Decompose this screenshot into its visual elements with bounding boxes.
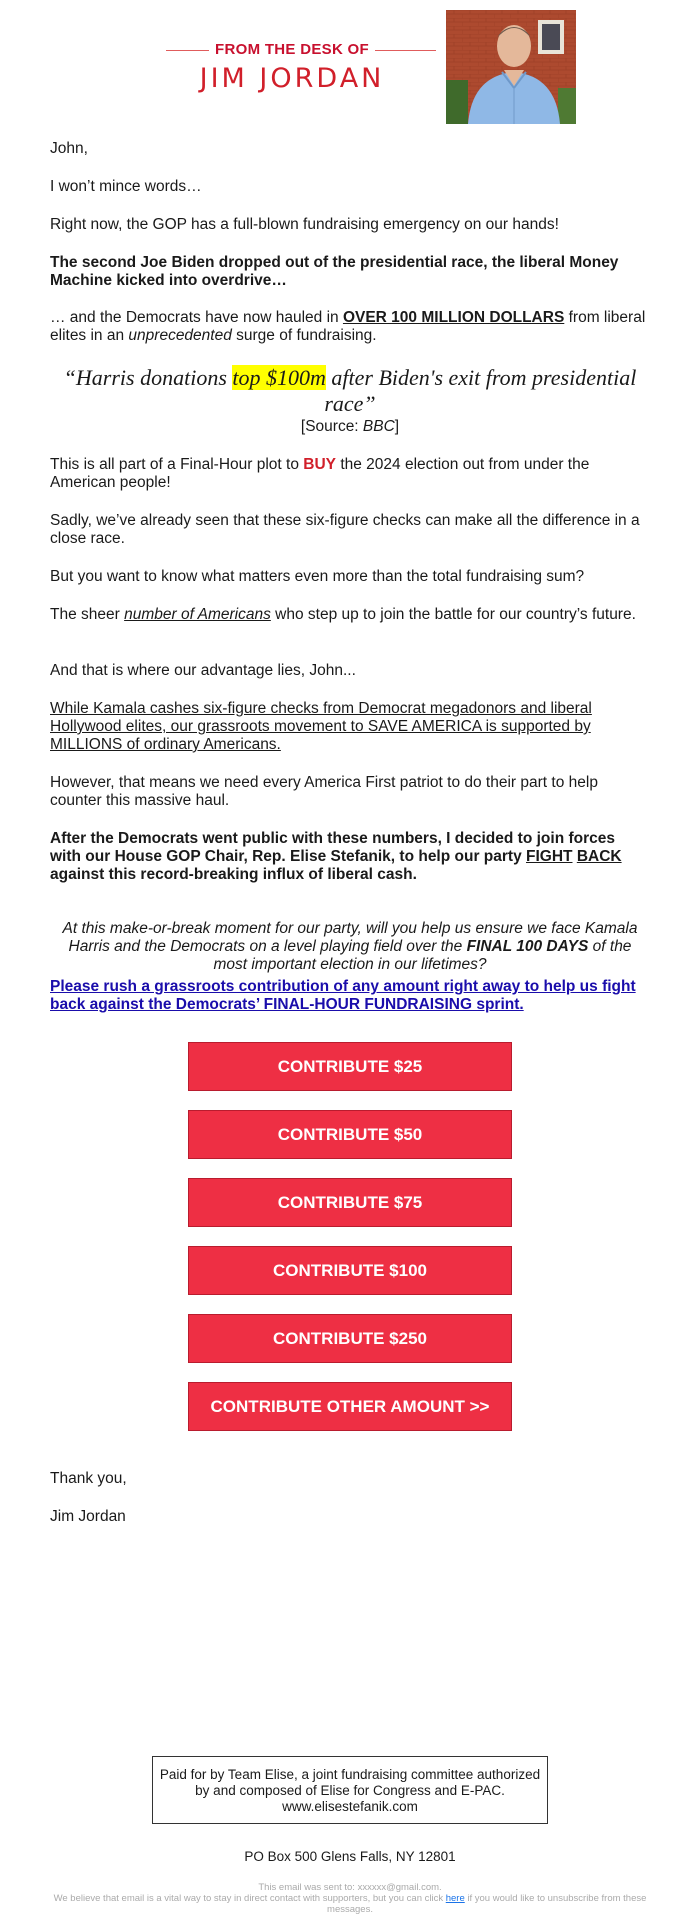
paragraph-americans [50, 606, 650, 624]
contribute-other-button[interactable]: CONTRIBUTE OTHER AMOUNT >> [188, 1382, 512, 1431]
unsubscribe-link[interactable]: here [445, 1893, 465, 1904]
contribute-75-button[interactable]: CONTRIBUTE $75 [188, 1178, 512, 1227]
sent-to-notice: This email was sent to: xxxxxx@gmail.com. [258, 1882, 442, 1893]
quote-text-a: “Harris donations [63, 365, 233, 390]
unsubscribe-notice [48, 1893, 652, 1915]
join-fight: FIGHT [526, 848, 573, 865]
paragraph-biden-dropout: The second Joe Biden dropped out of the presidential race, the liberal Money Machine kicked into overdrive… [50, 254, 619, 289]
mailing-address: PO Box 500 Glens Falls, NY 12801 [244, 1849, 456, 1864]
contribute-100-button[interactable]: CONTRIBUTE $100 [188, 1246, 512, 1295]
contribution-link[interactable]: Please rush a grassroots contribution of any amount right away to help us fight back against the Democrats’ FINAL-HOUR FUNDRAISING sprint. [50, 978, 636, 1013]
paragraph-counter: However, that means we need every America First patriot to do their part to help counter this massive haul. [50, 774, 598, 809]
plot-text-c: the 2024 election out from under the American people! [50, 456, 590, 491]
final-text-a: At this make-or-break moment for our party, will you help us ensure we face Kamala Harris and the Democrats on a level playing field over the [62, 919, 638, 955]
paragraph-intro: I won’t mince words… [50, 178, 202, 195]
plot-buy: BUY [303, 456, 337, 473]
paragraph-join-forces [50, 830, 650, 884]
news-quote [50, 365, 650, 417]
paragraph-final-100-days [50, 920, 650, 974]
closing-signature: Jim Jordan [50, 1508, 126, 1525]
quote-source [50, 418, 650, 436]
quote-text-b: after Biden's exit from presidential race” [324, 365, 637, 416]
haul-text-d: unprecedented [128, 327, 232, 344]
paid-for-disclaimer: Paid for by Team Elise, a joint fundraising committee authorized by and composed of Elise for Congress and E-PAC. www.elisestefanik.com [152, 1756, 548, 1824]
paragraph-grassroots: While Kamala cashes six-figure checks from Democrat megadonors and liberal Hollywood elites, our grassroots movement to SAVE AMERICA is supported by MILLIONS of ordinary Americans. [50, 700, 592, 753]
unsubscribe-text-b: if you would like to unsubscribe from these messages. [327, 1893, 647, 1915]
americans-text-a: The sheer [50, 606, 125, 623]
quote-highlight: top $100m [232, 365, 326, 390]
haul-text-c: from liberal elites in an [50, 309, 646, 344]
paragraph-advantage: And that is where our advantage lies, John... [50, 662, 356, 679]
contribute-25-button[interactable]: CONTRIBUTE $25 [188, 1042, 512, 1091]
paragraph-six-figure: Sadly, we’ve already seen that these six-figure checks can make all the difference in a close race. [50, 512, 640, 547]
haul-amount: OVER 100 MILLION DOLLARS [342, 309, 565, 326]
join-back: BACK [576, 848, 622, 865]
source-text-c: ] [394, 418, 400, 435]
join-text-e: against this record-breaking influx of liberal cash. [50, 866, 417, 883]
source-name: BBC [362, 418, 395, 435]
header-kicker: FROM THE DESK OF [0, 41, 584, 58]
haul-text-a: … and the Democrats have now hauled in [50, 309, 343, 326]
paragraph-haul [50, 309, 650, 345]
email-header [0, 0, 700, 132]
haul-text-e: surge of fundraising. [231, 327, 377, 344]
paragraph-question: But you want to know what matters even more than the total fundraising sum? [50, 568, 585, 585]
americans-emphasis: number of Americans [124, 606, 271, 623]
closing-thanks: Thank you, [50, 1470, 127, 1487]
join-text-a: After the Democrats went public with these numbers, I decided to join forces with our House GOP Chair, Rep. Elise Stefanik, to help our party [50, 830, 615, 865]
final-text-c: of the most important election in our lifetimes? [213, 937, 632, 973]
paragraph-final-hour-plot [50, 456, 650, 492]
americans-text-c: who step up to join the battle for our country’s future. [270, 606, 636, 623]
paragraph-emergency: Right now, the GOP has a full-blown fundraising emergency on our hands! [50, 216, 559, 233]
contribute-250-button[interactable]: CONTRIBUTE $250 [188, 1314, 512, 1363]
header-name: JIM JORDAN [199, 63, 385, 94]
plot-text-a: This is all part of a Final-Hour plot to [50, 456, 304, 473]
contribute-50-button[interactable]: CONTRIBUTE $50 [188, 1110, 512, 1159]
greeting: John, [50, 140, 88, 157]
source-text-a: [Source: [300, 418, 363, 435]
unsubscribe-text-a: We believe that email is a vital way to stay in direct contact with supporters, but you can click [53, 1893, 446, 1904]
portrait-photo [446, 10, 576, 124]
final-100-days: FINAL 100 DAYS [466, 937, 589, 955]
